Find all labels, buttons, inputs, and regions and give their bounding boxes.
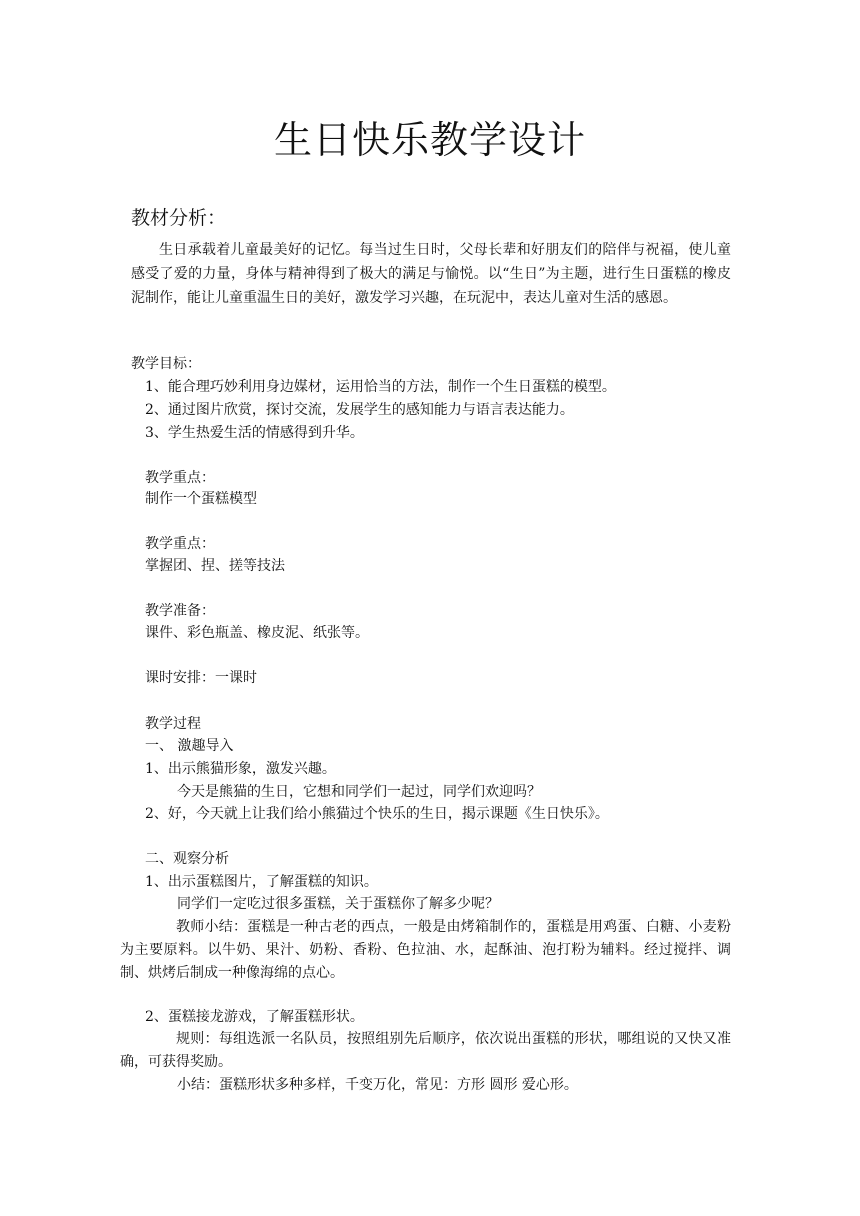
section-1-title: 一、 激趣导入 <box>145 738 234 754</box>
section-2-step-2: 2、蛋糕接龙游戏，了解蛋糕形状。 <box>145 1009 364 1025</box>
objectives-heading: 教学目标： <box>131 356 201 372</box>
document-title: 生日快乐教学设计 <box>273 118 586 162</box>
objective-item-2: 2、通过图片欣赏，探讨交流，发展学生的感知能力与语言表达能力。 <box>145 402 574 418</box>
section-2-title: 二、观察分析 <box>145 851 229 867</box>
section-1-step-2: 2、好，今天就上让我们给小熊猫过个快乐的生日，揭示课题《生日快乐》。 <box>145 806 609 822</box>
difficulty-heading: 教学重点： <box>145 536 215 552</box>
process-heading: 教学过程 <box>145 716 201 732</box>
section-1-step-1-detail: 今天是熊猫的生日，它想和同学们一起过，同学们欢迎吗？ <box>177 784 541 800</box>
preparation-heading: 教学准备： <box>145 603 215 619</box>
key-point-heading: 教学重点： <box>145 470 215 486</box>
section-2-step-2-rule: 规则：每组选派一名队员，按照组别先后顺序，依次说出蛋糕的形状，哪组说的又快又准确，可获得奖励。 <box>120 1031 731 1070</box>
objective-item-3: 3、学生热爱生活的情感得到升华。 <box>145 425 364 441</box>
preparation-text: 课件、彩色瓶盖、橡皮泥、纸张等。 <box>145 625 369 641</box>
material-analysis-heading: 教材分析： <box>131 207 227 229</box>
schedule-text: 课时安排：一课时 <box>145 670 257 686</box>
section-2-step-2-summary: 小结：蛋糕形状多种多样，千变万化，常见：方形 圆形 爱心形。 <box>177 1077 578 1093</box>
section-2-step-1: 1、出示蛋糕图片，了解蛋糕的知识。 <box>145 874 378 890</box>
material-analysis-text: 生日承载着儿童最美好的记忆。每当过生日时，父母长辈和好朋友们的陪伴与祝福，使儿童感受了爱的力量，身体与精神得到了极大的满足与愉悦。以“生日”为主题，进行生日蛋糕的橡皮泥制作，能让儿童重温生日的美好，激发学习兴趣，在玩泥中，表达儿童对生活的感恩。 <box>131 242 731 306</box>
key-point-text: 制作一个蛋糕模型 <box>145 491 257 507</box>
section-2-step-1-summary: 教师小结：蛋糕是一种古老的西点，一般是由烤箱制作的，蛋糕是用鸡蛋、白糖、小麦粉为主要原料。以牛奶、果汁、奶粉、香粉、色拉油、水，起酥油、泡打粉为辅料。经过搅拌、调制、烘烤后制成一种像海绵的点心。 <box>120 919 731 981</box>
difficulty-text: 掌握团、捏、搓等技法 <box>145 558 285 574</box>
section-2-step-1-question: 同学们一定吃过很多蛋糕，关于蛋糕你了解多少呢？ <box>177 896 499 912</box>
section-1-step-1: 1、出示熊猫形象，激发兴趣。 <box>145 761 336 777</box>
objective-item-1: 1、能合理巧妙利用身边媒材，运用恰当的方法，制作一个生日蛋糕的模型。 <box>145 379 616 395</box>
